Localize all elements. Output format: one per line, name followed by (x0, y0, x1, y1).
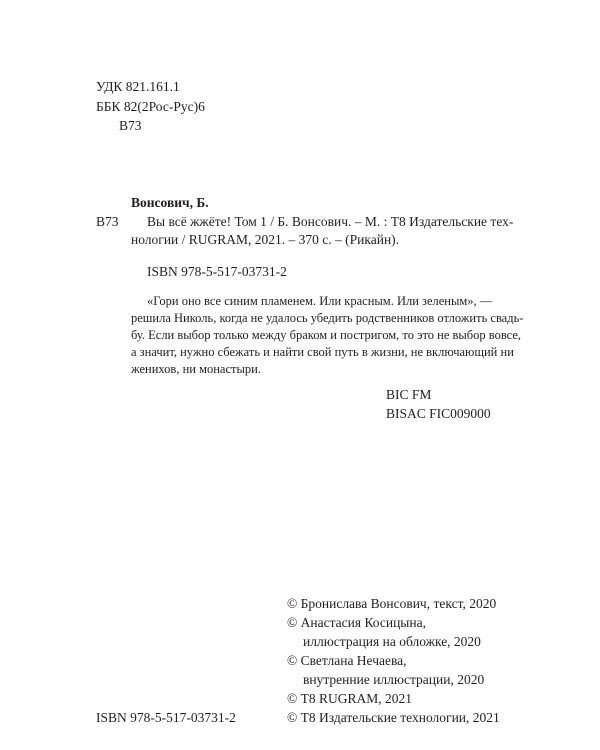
catalog-description-line-2: нологии / RUGRAM, 2021. – 370 с. – (Рикайн). (131, 232, 400, 247)
copyright-line-3: иллюстрация на обложке, 2020 (303, 634, 481, 649)
catalog-mark: В73 (96, 214, 119, 229)
annotation-line-2: решила Николь, когда не удалось убедить родственников отложить свадь- (131, 311, 524, 325)
copyright-line-1: © Бронислава Вонсович, текст, 2020 (287, 596, 497, 611)
author-heading: Вонсович, Б. (131, 195, 209, 210)
copyright-line-2: © Анастасия Косицына, (287, 615, 426, 630)
annotation-line-5: женихов, ни монастыри. (131, 362, 261, 376)
udk-code: УДК 821.161.1 (96, 79, 180, 94)
copyright-line-6: © Т8 RUGRAM, 2021 (287, 691, 413, 706)
copyright-line-4: © Светлана Нечаева, (287, 653, 407, 668)
author-mark: В73 (119, 118, 142, 133)
footer-isbn: ISBN 978-5-517-03731-2 (96, 710, 236, 725)
catalog-isbn: ISBN 978-5-517-03731-2 (147, 264, 287, 279)
bic-code: BIC FM (386, 387, 432, 402)
annotation-line-4: а значит, нужно сбежать и найти свой путь в жизни, не включающий ни (131, 345, 514, 359)
annotation-line-3: бу. Если выбор только между браком и постригом, то это не выбор вовсе, (131, 328, 522, 342)
bbk-code: ББК 82(2Рос-Рус)6 (96, 99, 205, 114)
bisac-code: BISAC FIC009000 (386, 406, 491, 421)
annotation-line-1: «Гори оно все синим пламенем. Или красным. Или зеленым», — (147, 294, 493, 308)
catalog-description-line-1: Вы всё жжёте! Том 1 / Б. Вонсович. – М. : Т8 Издательские тех- (147, 214, 514, 229)
copyright-line-7: © Т8 Издательские технологии, 2021 (287, 710, 500, 725)
copyright-line-5: внутренние иллюстрации, 2020 (303, 672, 485, 687)
